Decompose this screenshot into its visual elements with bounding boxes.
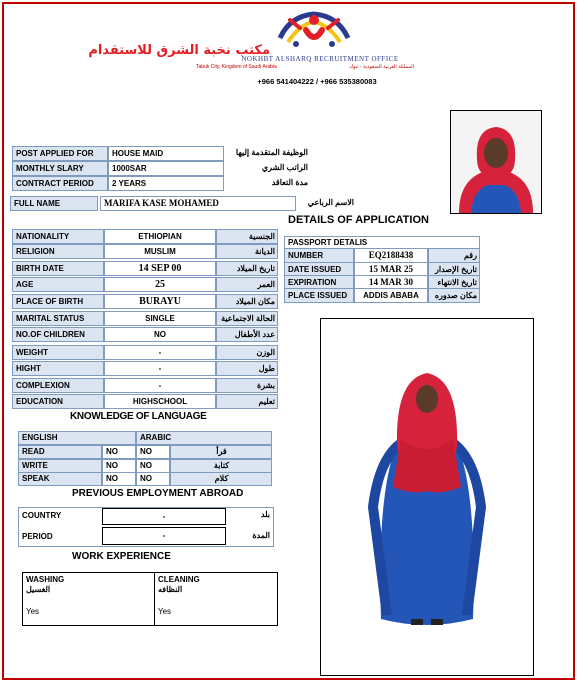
language-skill: SPEAK bbox=[18, 472, 102, 486]
contract-label-ar: مدة التعاقد bbox=[271, 178, 308, 187]
cleaning-value: Yes bbox=[158, 607, 172, 616]
contract-label: CONTRACT PERIOD bbox=[12, 176, 108, 191]
detail-value: ETHIOPIAN bbox=[104, 229, 216, 244]
language-title: KNOWLEDGE OF LANGUAGE bbox=[70, 411, 207, 422]
passport-expiration-label-ar: تاريخ الانتهاء bbox=[428, 275, 480, 290]
detail-label: AGE bbox=[12, 277, 104, 292]
language-col-arabic: ARABIC bbox=[136, 431, 272, 445]
detail-label-ar: تعليم bbox=[216, 394, 278, 409]
portrait-photo bbox=[450, 110, 542, 214]
language-arabic-value: NO bbox=[136, 445, 170, 459]
passport-number-value: EQ2188438 bbox=[354, 248, 428, 263]
period-value: - bbox=[102, 527, 226, 545]
employment-title: PREVIOUS EMPLOYMENT ABROAD bbox=[72, 488, 244, 499]
passport-issued-value: 15 MAR 25 bbox=[354, 262, 428, 277]
post-label-ar: الوظيفة المتقدمة إليها bbox=[235, 148, 308, 157]
detail-label-ar: العمر bbox=[216, 277, 278, 292]
agency-phones: +966 541404222 / +966 535380083 bbox=[257, 77, 377, 86]
language-arabic-value: NO bbox=[136, 459, 170, 473]
detail-label: MARITAL STATUS bbox=[12, 311, 104, 326]
salary-value: 1000SAR bbox=[108, 161, 224, 176]
full-name-label: FULL NAME bbox=[10, 196, 98, 211]
passport-expiration-value: 14 MAR 30 bbox=[354, 275, 428, 290]
cleaning-label: CLEANING bbox=[158, 575, 200, 584]
svg-text:مكتب نخبة الشرق للاستقدام: مكتب نخبة الشرق للاستقدام bbox=[88, 43, 270, 58]
agency-location-en: Tabuk City, Kingdom of Saudi Arabia bbox=[196, 64, 277, 70]
language-english-value: NO bbox=[102, 459, 136, 473]
detail-label-ar: الحالة الاجتماعية bbox=[216, 311, 278, 326]
detail-label: COMPLEXION bbox=[12, 378, 104, 393]
full-body-photo bbox=[320, 318, 534, 676]
language-skill: READ bbox=[18, 445, 102, 459]
language-english-value: NO bbox=[102, 445, 136, 459]
country-label: COUNTRY bbox=[22, 511, 62, 520]
details-title: DETAILS OF APPLICATION bbox=[288, 214, 429, 226]
passport-title: PASSPORT DETALIS bbox=[284, 236, 480, 248]
contract-value: 2 YEARS bbox=[108, 176, 224, 191]
detail-label: NATIONALITY bbox=[12, 229, 104, 244]
passport-number-label-ar: رقم bbox=[428, 248, 480, 263]
language-skill-ar: كتابة bbox=[170, 459, 272, 473]
language-skill-ar: قرأ bbox=[170, 445, 272, 459]
language-col-english: ENGLISH bbox=[18, 431, 136, 445]
detail-label-ar: الجنسية bbox=[216, 229, 278, 244]
agency-name-en: NOKHBT ALSHARQ RECRUITMENT OFFICE bbox=[241, 55, 399, 63]
language-arabic-value: NO bbox=[136, 472, 170, 486]
work-title: WORK EXPERIENCE bbox=[72, 551, 171, 562]
detail-value: MUSLIM bbox=[104, 244, 216, 259]
detail-value: 14 SEP 00 bbox=[104, 261, 216, 276]
passport-issued-label: DATE ISSUED bbox=[284, 262, 354, 277]
language-skill-ar: كلام bbox=[170, 472, 272, 486]
passport-expiration-label: EXPIRATION bbox=[284, 275, 354, 290]
detail-label: WEIGHT bbox=[12, 345, 104, 360]
country-label-ar: بلد bbox=[260, 510, 270, 519]
detail-value: NO bbox=[104, 327, 216, 342]
post-value: HOUSE MAID bbox=[108, 146, 224, 161]
full-name-label-ar: الاسم الرباعي bbox=[307, 198, 354, 207]
language-skill: WRITE bbox=[18, 459, 102, 473]
detail-label: PLACE OF BIRTH bbox=[12, 294, 104, 309]
passport-issued-label-ar: تاريخ الإصدار bbox=[428, 262, 480, 277]
detail-label-ar: تاريخ الميلاد bbox=[216, 261, 278, 276]
country-value: - bbox=[102, 508, 226, 525]
full-name-value: MARIFA KASE MOHAMED bbox=[100, 196, 296, 211]
detail-label: RELIGION bbox=[12, 244, 104, 259]
detail-label: HIGHT bbox=[12, 361, 104, 376]
passport-place-label: PLACE ISSUED bbox=[284, 288, 354, 303]
detail-label-ar: طول bbox=[216, 361, 278, 376]
washing-value: Yes bbox=[26, 607, 40, 616]
period-label: PERIOD bbox=[22, 532, 53, 541]
passport-place-value: ADDIS ABABA bbox=[354, 288, 428, 303]
detail-value: - bbox=[104, 345, 216, 360]
detail-value: - bbox=[104, 361, 216, 376]
period-label-ar: المدة bbox=[252, 531, 270, 540]
detail-value: BURAYU bbox=[104, 294, 216, 309]
detail-label-ar: الديانة bbox=[216, 244, 278, 259]
detail-value: - bbox=[104, 378, 216, 393]
detail-label-ar: عدد الأطفال bbox=[216, 327, 278, 342]
salary-label-ar: الراتب الشري bbox=[261, 163, 308, 172]
salary-label: MONTHLY SLARY bbox=[12, 161, 108, 176]
detail-label-ar: بشرة bbox=[216, 378, 278, 393]
work-divider bbox=[154, 572, 155, 626]
detail-label: BIRTH DATE bbox=[12, 261, 104, 276]
passport-place-label-ar: مكان صدوره bbox=[428, 288, 480, 303]
agency-location-ar: المملكة العربية السعودية - تبوك bbox=[349, 64, 414, 70]
detail-value: SINGLE bbox=[104, 311, 216, 326]
washing-label-ar: الغسيل bbox=[26, 585, 51, 594]
detail-label-ar: مكان الميلاد bbox=[216, 294, 278, 309]
detail-label-ar: الوزن bbox=[216, 345, 278, 360]
language-english-value: NO bbox=[102, 472, 136, 486]
detail-value: HIGHSCHOOL bbox=[104, 394, 216, 409]
washing-label: WASHING bbox=[26, 575, 65, 584]
detail-label: NO.OF CHILDREN bbox=[12, 327, 104, 342]
detail-value: 25 bbox=[104, 277, 216, 292]
agency-logo-icon bbox=[88, 8, 368, 58]
detail-label: EDUCATION bbox=[12, 394, 104, 409]
cleaning-label-ar: النظافه bbox=[158, 585, 183, 594]
passport-number-label: NUMBER bbox=[284, 248, 354, 263]
post-label: POST APPLIED FOR bbox=[12, 146, 108, 161]
